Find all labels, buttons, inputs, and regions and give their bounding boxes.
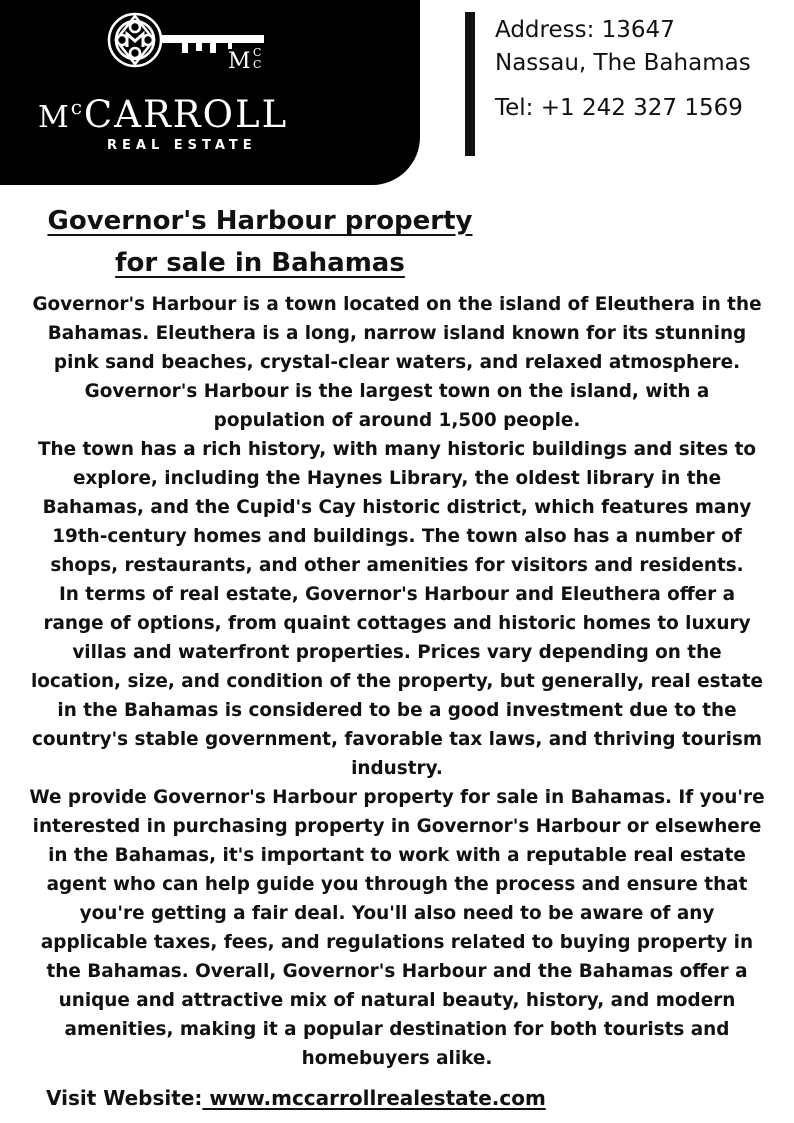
page-title-line-2: for sale in Bahamas — [115, 248, 405, 278]
paragraph-real-estate: In terms of real estate, Governor's Harbour and Eleuthera offer a range of options, from quaint cottages and historic homes to luxury villas and waterfront properties. Prices vary depending on the location, size, and condition of the property, but generally, real estate in the Bahamas is considered to be a good investment due to the country's stable government, favorable tax laws, and thriving tourism industry. — [30, 584, 763, 779]
paragraph-services: We provide Governor's Harbour property for sale in Bahamas. If you're interested in purchasing property in Governor's Harbour or elsewhere in the Bahamas, it's important to work with a reputable real estate agent who can help guide you through the process and ensure that you're getting a fair deal. You'll also need to be aware of any applicable taxes, fees, and regulations related to buying property in the Bahamas. Overall, Governor's Harbour and the Bahamas offer a unique and attractive mix of natural beauty, history, and modern amenities, making it a popular destination for both tourists and homebuyers alike. — [29, 787, 765, 1069]
address-line-2: Nassau, The Bahamas — [495, 50, 751, 76]
paragraph-history: The town has a rich history, with many historic buildings and sites to explore, including the Haynes Library, the oldest library in the Bahamas, and the Cupid's Cay historic district, which features many 19th-century homes and buildings. The town also has a number of shops, restaurants, and other amenities for visitors and residents. — [37, 439, 757, 576]
brand-name-m: M — [38, 100, 71, 135]
svg-text:C: C — [253, 46, 262, 59]
page-title-line-1: Governor's Harbour property — [47, 206, 473, 236]
website-footer — [46, 1086, 546, 1110]
brand-name-prefix — [38, 95, 84, 135]
svg-text:C: C — [253, 58, 262, 71]
article-body — [26, 290, 768, 1073]
address-line-1: Address: 13647 — [495, 17, 675, 43]
brand-name-c: c — [70, 95, 84, 119]
brand-name-rest: CARROLL — [83, 93, 289, 136]
contact-block — [495, 14, 751, 125]
brand-name — [38, 84, 358, 141]
brand-tagline: REAL ESTATE — [107, 138, 257, 153]
website-label: Visit Website: — [46, 1086, 203, 1110]
paragraph-intro: Governor's Harbour is a town located on the island of Eleuthera in the Bahamas. Eleuthera is a long, narrow island known for its stunning pink sand beaches, crystal-clear waters, and relaxed atmosphere. Governor's Harbour is the largest town on the island, with a population of around 1,500 people. — [32, 294, 762, 431]
key-crest-logo-icon — [104, 10, 274, 72]
website-link[interactable]: www.mccarrollrealestate.com — [202, 1086, 546, 1110]
telephone: Tel: +1 242 327 1569 — [495, 95, 743, 121]
page-title — [40, 200, 480, 284]
contact-divider — [465, 12, 475, 156]
svg-text:M: M — [228, 49, 251, 72]
